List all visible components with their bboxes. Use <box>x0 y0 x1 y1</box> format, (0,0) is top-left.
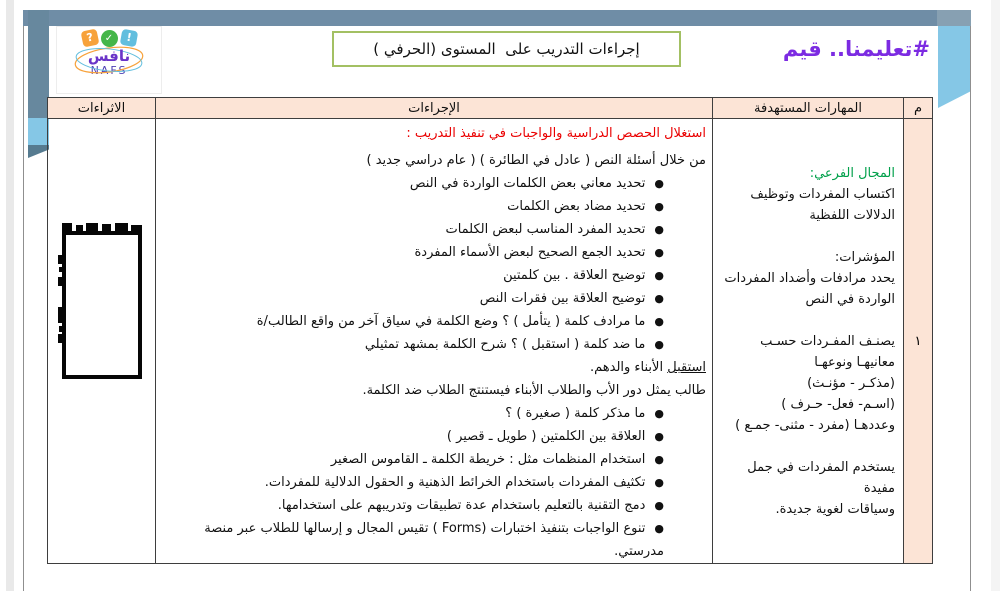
header-procedures: الإجراءات <box>156 98 713 119</box>
bullet-icon: ● <box>654 476 664 489</box>
procedure-bullet-item: ●تحديد الجمع الصحيح لبعض الأسماء المفردة <box>414 245 664 260</box>
skills-line: يستخدم المفردات في جمل مفيدة <box>747 460 895 496</box>
window-edge-strip <box>991 0 1000 591</box>
bullet-icon: ● <box>654 223 664 236</box>
document-title-box <box>332 31 681 67</box>
skills-line: المؤشرات: <box>834 250 895 265</box>
skills-line: معانيهـا ونوعهـا <box>814 355 895 370</box>
document-title: إجراءات التدريب على المستوى (الحرفي ) <box>373 40 640 58</box>
procedure-bullet-item: ●تحديد المفرد المناسب لبعض الكلمات <box>445 222 664 237</box>
bullet-icon: ● <box>654 522 664 535</box>
procedure-bullet-item: ●تكثيف المفردات باستخدام الخرائط الذهنية و الحقول الدلالية للمفردات. <box>264 475 664 490</box>
exclaim-bubble-icon: ! <box>119 29 138 48</box>
procedure-bullet-item: ●تحديد معاني بعض الكلمات الواردة في النص <box>409 176 664 191</box>
bullet-icon: ● <box>654 338 664 351</box>
hashtag-slogan: #تعليمنا.. قيم <box>782 37 930 61</box>
skills-line <box>717 436 895 457</box>
procedures-text <box>162 122 706 563</box>
skills-line: الواردة في النص <box>805 292 895 307</box>
skills-line <box>717 310 895 331</box>
header-targeted-skills: المهارات المستهدفة <box>713 98 904 119</box>
bullet-icon: ● <box>654 315 664 328</box>
skills-line: اكتساب المفردات وتوظيف <box>750 187 895 202</box>
procedure-bullet-item: ●تحديد مضاد بعض الكلمات <box>507 199 664 214</box>
targeted-skills-text <box>717 163 895 520</box>
header-number: م <box>904 98 933 119</box>
bullet-icon: ● <box>654 200 664 213</box>
header-enrichments: الاثراءات <box>48 98 156 119</box>
placeholder-top-notch <box>115 223 128 231</box>
placeholder-top-notch <box>131 225 142 231</box>
bullet-icon: ● <box>654 269 664 282</box>
procedure-bullet-item: ●ما ضد كلمة ( استقبل ) ؟ شرح الكلمة بمشهد تمثيلي <box>364 337 664 352</box>
procedure-line: من خلال أسئلة النص ( عادل في الطائرة ) ( عام دراسي جديد ) <box>366 153 706 168</box>
procedure-line: استغلال الحصص الدراسية والواجبات في تنفيذ التدريب : <box>406 126 706 141</box>
bullet-icon: ● <box>654 499 664 512</box>
placeholder-left-notch <box>58 277 64 286</box>
placeholder-top-notch <box>62 223 72 231</box>
enrichments-cell <box>48 119 156 564</box>
procedure-line: استقبل الأبناء والدهم. <box>589 360 706 375</box>
placeholder-left-notch <box>58 307 64 323</box>
nafs-logo <box>57 27 161 93</box>
skills-line: (اسـم- فعل- حـرف ) <box>781 397 895 412</box>
enrichment-image-placeholder <box>58 223 146 381</box>
placeholder-left-notch <box>59 326 64 332</box>
placeholder-left-notch <box>58 255 64 264</box>
bullet-icon: ● <box>654 177 664 190</box>
procedure-bullet-item: ●استخدام المنظمات مثل : خريطة الكلمة ـ القاموس الصغير <box>330 452 664 467</box>
placeholder-rectangle <box>62 231 142 379</box>
procedure-line: طالب يمثل دور الأب والطلاب الأبناء فيستنتج الطلاب ضد الكلمة. <box>362 383 706 398</box>
bullet-icon: ● <box>654 453 664 466</box>
header-band-right-segment <box>937 10 971 26</box>
question-bubble-icon: ? <box>80 29 99 48</box>
procedure-bullet-item: ●العلاقة بين الكلمتين ( طويل ـ قصير ) <box>446 429 664 444</box>
placeholder-left-notch <box>59 267 64 272</box>
nafs-logo-latin-text: NAFS <box>90 64 128 77</box>
check-bubble-icon: ✓ <box>101 30 118 47</box>
bullet-icon: ● <box>654 246 664 259</box>
skills-line <box>717 226 895 247</box>
bullet-icon: ● <box>654 407 664 420</box>
skills-line: وسياقات لغوية جديدة. <box>775 502 895 517</box>
bullet-icon: ● <box>654 292 664 305</box>
procedure-bullet-item: ●توضيح العلاقة بين فقرات النص <box>479 291 664 306</box>
procedures-cell <box>156 119 713 564</box>
procedure-bullet-item: ●ما مرادف كلمة ( يتأمل ) ؟ وضع الكلمة في سياق آخر من واقع الطالب/ة <box>256 314 664 329</box>
procedure-bullet-item: ●دمج التقنية بالتعليم باستخدام عدة تطبيقات وتدريبهم على استخدامها. <box>277 498 664 513</box>
placeholder-top-notch <box>102 224 111 231</box>
procedure-bullet-item: ●ما مذكر كلمة ( صغيرة ) ؟ <box>505 406 664 421</box>
placeholder-top-notch <box>76 225 83 231</box>
nafs-logo-bubbles <box>57 27 161 47</box>
scrollbar-track[interactable] <box>6 0 14 591</box>
targeted-skills-cell <box>713 119 904 564</box>
placeholder-top-notch <box>86 223 98 231</box>
training-procedures-table <box>47 97 933 564</box>
table-header-row <box>48 98 933 119</box>
procedure-bullet-item: ●تنوع الواجبات بتنفيذ اختبارات (Forms ) تقيس المجال و إرسالها للطلاب عبر منصة مدرستي. <box>204 521 664 559</box>
left-ribbon-steel <box>28 10 49 118</box>
bullet-icon: ● <box>654 430 664 443</box>
skills-line: وعددهـا (مفرد - مثنى- جمـع ) <box>735 418 895 433</box>
header-band <box>23 10 971 26</box>
skills-line: (مذكـر - مؤنـث) <box>807 376 895 391</box>
skills-line: يصنـف المفـردات حسـب <box>760 334 895 349</box>
table-row <box>48 119 933 564</box>
placeholder-left-notch <box>58 334 64 343</box>
left-ribbon-light <box>28 118 49 145</box>
skills-line: يحدد مرادفات وأضداد المفردات <box>724 271 895 286</box>
skills-line: المجال الفرعي: <box>809 166 895 181</box>
nafs-logo-arabic-text: نافس <box>87 47 131 65</box>
row-number-cell: ١ <box>904 119 933 564</box>
skills-line: الدلالات اللفظية <box>809 208 895 223</box>
procedure-bullet-item: ●توضيح العلاقة . بين كلمتين <box>503 268 664 283</box>
